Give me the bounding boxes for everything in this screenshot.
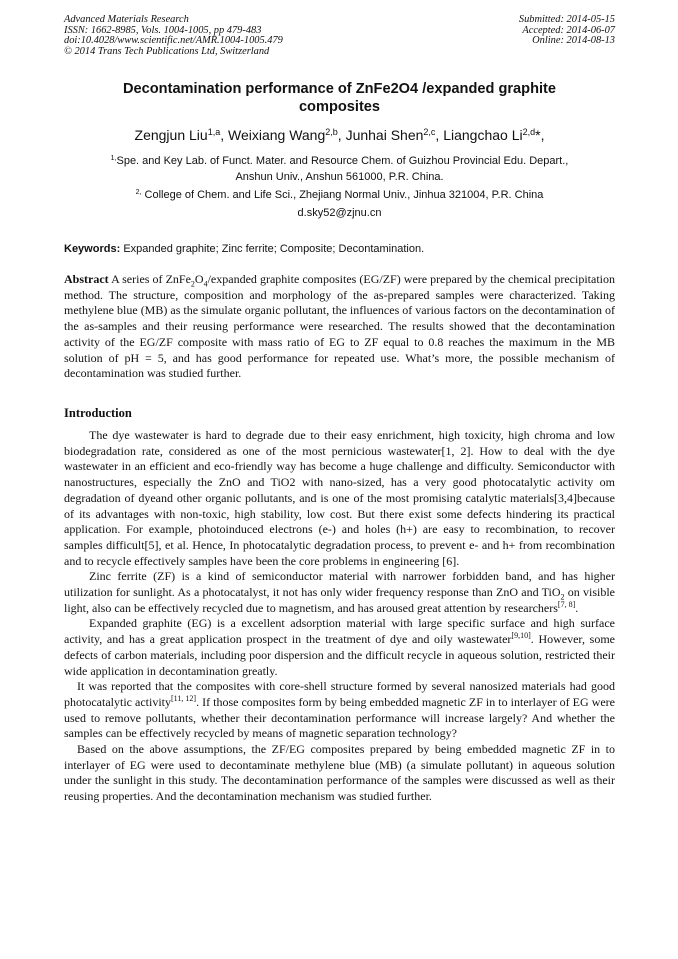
submitted-date: Submitted: 2014-05-15 xyxy=(518,14,615,25)
keywords xyxy=(64,243,615,255)
online-date: Online: 2014-08-13 xyxy=(532,35,615,47)
author-affil-mark: 2,d xyxy=(522,127,536,137)
corresponding-email: d.sky52@zjnu.cn xyxy=(297,207,382,219)
accepted-date: Accepted: 2014-06-07 xyxy=(522,24,615,36)
subscript: 2 xyxy=(560,592,565,602)
journal-name: Advanced Materials Research xyxy=(64,14,189,25)
subscript: 4 xyxy=(203,279,208,289)
author-affil-mark: 2,b xyxy=(325,127,338,137)
intro-paragraph-1: The dye wastewater is hard to degrade due to their easy enrichment, high toxicity, high chroma and low biodegradation rate, considered as one of the most pernicious wastewater[1, 2]. How to deal with the dye wastewater in an efficient and eco-friendly way has become a huge challenge and difficulty. Semiconductor with nanostructures, especially the ZnO and TiO2 with nano-sized, has a very good photocatalytic activity om degradation of dyeand other organic pollutants, and is one of the most promising catalytic materials[3,4]because of its advantages with non-toxic, high stability, low cost. But there exist some defects hindering its practical application. For example, photoinduced electrons (e-) and holes (h+) are easy to recombination, to recover samples difficult[5], et al. Hence, In photocatalytic degradation process, to prevent e- and h+ from recombination and to recycle effectively samples have been the core problems in engineering [6]. xyxy=(64,428,615,568)
journal-header xyxy=(64,15,283,58)
affiliation-mark: 1, xyxy=(110,155,117,162)
paragraph-text: . xyxy=(575,600,579,615)
copyright-line: © 2014 Trans Tech Publications Ltd, Switzerland xyxy=(64,46,270,58)
citation-superscript: [11, 12] xyxy=(171,693,197,703)
affiliation-2 xyxy=(64,185,615,203)
paragraph-text: It was reported that the composites with core-shell structure formed by several nanosized materials had good photocatalytic activity xyxy=(64,679,615,709)
author-list xyxy=(64,123,615,144)
author-separator: , xyxy=(435,127,444,143)
author-affil-mark: 1,a xyxy=(207,127,221,137)
dates-header xyxy=(519,15,615,47)
affiliation-2-line-1: College of Chem. and Life Sci., Zhejiang Normal Univ., Jinhua 321004, P.R. China xyxy=(144,189,544,201)
author-name: Liangchao Li xyxy=(443,127,523,143)
affiliation-1 xyxy=(64,151,615,185)
abstract-text: A series of ZnFe xyxy=(111,272,191,286)
paragraph-text: Expanded graphite (EG) is a excellent adsorption material with large specific surface and high surface activity, and has a great application prospect in the treatment of dye and oily wastewater xyxy=(64,616,615,647)
citation-superscript: [7, 8] xyxy=(557,599,576,609)
author-separator: , xyxy=(220,127,228,143)
affiliation-1-line-2: Anshun Univ., Anshun 561000, P.R. China. xyxy=(235,171,444,183)
paragraph-text: Zinc ferrite (ZF) is a kind of semiconductor material with narrower forbidden band, and has higher utilization for sunlight. As a photocatalyst, it not has only wider frequency response than ZnO and TiO xyxy=(64,569,615,600)
abstract-label: Abstract xyxy=(64,272,109,286)
paragraph-text: . However, some defects of carbon materials, including poor dispersion and the difficult recycle in aqueous solution, restricted their wide application in decontamination greatly. xyxy=(64,632,615,678)
section-heading-introduction: Introduction xyxy=(64,406,132,420)
doi-line: doi:10.4028/www.scientific.net/AMR.1004-1005.479 xyxy=(64,35,283,47)
paragraph-text: . If those composites form by being embedded magnetic ZF in to interlayer of EG were used to remove pollutants, whether their decontamination performance will increase largely? And whether the samples can be effectively recycled by means of magnetic separation technology? xyxy=(64,694,616,741)
author-name: Zengjun Liu xyxy=(134,127,208,143)
title-line-2: composites xyxy=(298,99,381,115)
affiliation-mark: 2, xyxy=(135,189,142,196)
paper-title xyxy=(64,80,615,116)
affiliation-1-line-1: Spe. and Key Lab. of Funct. Mater. and Resource Chem. of Guizhou Provincial Edu. Depart., xyxy=(116,155,569,167)
title-line-1: Decontamination performance of ZnFe2O4 /expanded graphite xyxy=(122,81,557,97)
subscript: 2 xyxy=(190,279,195,289)
author-affil-mark: 2,c xyxy=(423,127,436,137)
intro-paragraph-5: Based on the above assumptions, the ZF/EG composites prepared by being embedded magnetic ZF in to interlayer of EG were used to decontaminate methylene blue (MB) (a simulate pollutant) in aqueous solution under the sunlight in this study. The decontamination performance of the samples were discussed as well as their reusing properties. And the decontamination mechanism was studied further. xyxy=(64,742,615,804)
intro-paragraph-2 xyxy=(64,569,615,616)
citation-superscript: [9,10] xyxy=(511,631,531,641)
author-name: Junhai Shen xyxy=(345,127,424,143)
intro-paragraph-4 xyxy=(64,679,615,742)
abstract xyxy=(64,272,615,382)
intro-paragraph-3 xyxy=(64,616,615,679)
keywords-label: Keywords: xyxy=(64,243,121,255)
introduction-body xyxy=(64,428,615,805)
paragraph-text: on visible light, also can be effectively recycled due to magnetism, and has aroused great attention by researchers xyxy=(64,585,616,615)
abstract-text: /expanded graphite composites (EG/ZF) were prepared by the chemical precipitation method. The structure, composition and morphology of the as-prepared samples were characterized. Taking methylene blue (MB) as the simulate organic pollutant, the influences of various factors on the decontamination of the as-samples and their reusing performance were researched. The results showed that the decontamination activity of the EG/ZF composite with mass ratio of EG to ZF equal to 0.8 reaches the maximum in the MB solution of pH = 5, and has good performance for repeated use. What’s more, the possible mechanism of decontamination was studied further. xyxy=(64,272,615,381)
keywords-text: Expanded graphite; Zinc ferrite; Composite; Decontamination. xyxy=(123,243,425,255)
author-name: Weixiang Wang xyxy=(227,127,326,143)
issn-line: ISSN: 1662-8985, Vols. 1004-1005, pp 479-483 xyxy=(64,24,262,36)
abstract-text: O xyxy=(194,272,204,286)
author-separator: , xyxy=(337,127,346,143)
author-separator: *, xyxy=(535,127,545,143)
